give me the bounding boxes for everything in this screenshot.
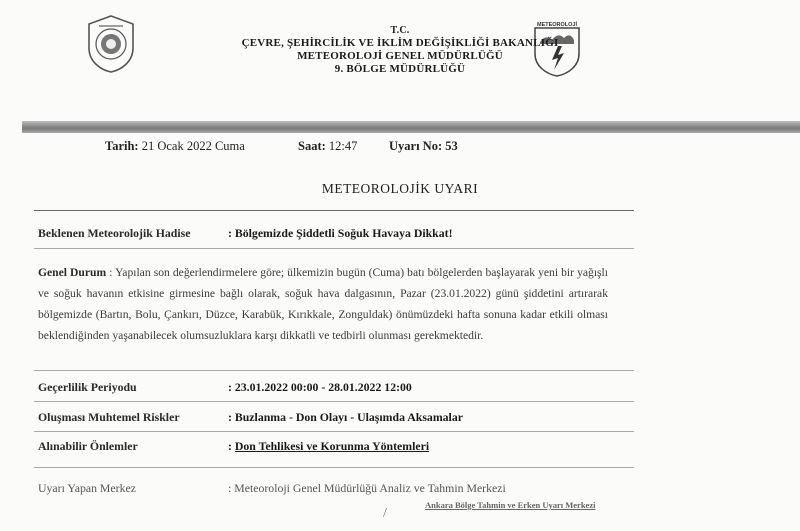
time-label: Saat: xyxy=(298,139,326,153)
hazard-label: Beklenen Meteorolojik Hadise xyxy=(38,226,191,240)
header-tc: T.C. xyxy=(390,25,410,36)
risks-value: : Buzlanma - Don Olayı - Ulaşımda Aksamalar xyxy=(228,410,463,424)
header-region: 9. BÖLGE MÜDÜRLÜĞÜ xyxy=(334,63,466,75)
measures-link[interactable]: Don Tehlikesi ve Korunma Yöntemleri xyxy=(234,439,430,453)
general-situation xyxy=(38,262,608,346)
center-label: Uyarı Yapan Merkez xyxy=(38,481,136,495)
measures-colon: : xyxy=(228,439,235,453)
hazard-value: : Bölgemizde Şiddetli Soğuk Havaya Dikkat! xyxy=(228,226,453,240)
section-rule xyxy=(34,210,634,211)
ministry-header xyxy=(0,24,800,76)
validity-label: Geçerlilik Periyodu xyxy=(38,380,137,394)
date-label: Tarih: xyxy=(105,139,139,153)
time-value: 12:47 xyxy=(328,139,358,153)
header-ministry: ÇEVRE, ŞEHİRCİLİK VE İKLİM DEĞİŞİKLİĞİ BAKANLIĞI xyxy=(241,37,559,49)
time-field xyxy=(298,139,357,154)
date-field xyxy=(105,139,245,154)
risks-rule xyxy=(34,431,634,432)
validity-value: : 23.01.2022 00:00 - 28.01.2022 12:00 xyxy=(228,380,412,394)
risks-label: Oluşması Muhtemel Riskler xyxy=(38,410,180,424)
header-directorate: METEOROLOJİ GENEL MÜDÜRLÜĞÜ xyxy=(297,50,503,62)
measures-field xyxy=(228,439,429,454)
warning-number-field xyxy=(389,139,458,154)
document-title: METEOROLOJİK UYARI xyxy=(321,181,479,196)
date-value: 21 Ocak 2022 Cuma xyxy=(141,139,245,153)
hazard-rule xyxy=(34,248,634,249)
center-value: : Meteoroloji Genel Müdürlüğü Analiz ve Tahmin Merkezi xyxy=(228,481,506,495)
validity-rule xyxy=(34,401,634,402)
pen-mark: / xyxy=(383,506,387,521)
signature-line: Ankara Bölge Tahmin ve Erken Uyarı Merkezi xyxy=(425,500,596,510)
warning-label: Uyarı No: xyxy=(389,139,443,153)
meteorology-logo-text: METEOROLOJİ xyxy=(536,22,578,28)
general-label: Genel Durum xyxy=(38,266,107,279)
warning-value: 53 xyxy=(445,139,458,153)
measures-label: Alınabilir Önlemler xyxy=(38,439,138,453)
general-rule xyxy=(34,370,634,371)
measures-rule xyxy=(34,467,634,468)
general-text: : Yapılan son değerlendirmelere göre; ülkemizin bugün (Cuma) batı bölgelerden başlayarak yeni bir yağışlı ve soğuk havanın etkisine girmesine bağlı olarak, soğuk hava dalgasının, Pazar (23.01.2022) günü şiddetini artırarak bölgemizde (Bartın, Bolu, Çankırı, Düzce, Karabük, Kırıkkale, Zonguldak) önümüzdeki hafta sonuna kadar etkili olması beklendiğinden yaşanabilecek olumsuzluklara karşı dikkatli ve tedbirli olunması gerekmektedir. xyxy=(38,266,608,342)
header-divider-bar xyxy=(22,121,800,133)
